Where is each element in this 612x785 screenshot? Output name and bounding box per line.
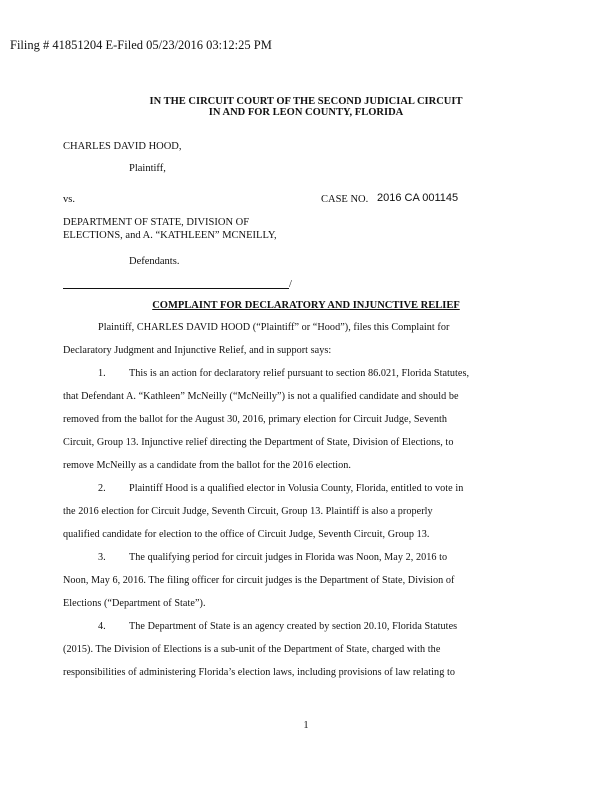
page-number: 1	[303, 720, 309, 731]
body-line: (2015). The Division of Elections is a sub-unit of the Department of State, charged with the	[63, 644, 441, 655]
body-line: removed from the ballot for the August 30, 2016, primary election for Circuit Judge, Seventh	[63, 414, 447, 425]
body-line: This is an action for declaratory relief pursuant to section 86.021, Florida Statutes,	[129, 368, 470, 379]
case-number-value: 2016 CA 001145	[377, 192, 459, 204]
defendant-line2: ELECTIONS, and A. “KATHLEEN” MCNEILLY,	[63, 230, 277, 241]
caption-slash: /	[289, 279, 292, 290]
body-line: Circuit, Group 13. Injunctive relief directing the Department of State, Division of Elections, to	[63, 437, 454, 448]
plaintiff-name: CHARLES DAVID HOOD,	[63, 141, 182, 152]
paragraph-number: 2.	[98, 483, 106, 494]
filing-header: Filing # 41851204 E-Filed 05/23/2016 03:12:25 PM	[10, 38, 272, 52]
body-line: the 2016 election for Circuit Judge, Seventh Circuit, Group 13. Plaintiff is also a properly	[63, 506, 433, 517]
court-heading-line1: IN THE CIRCUIT COURT OF THE SECOND JUDICIAL CIRCUIT	[149, 96, 463, 107]
body-line: responsibilities of administering Florida’s election laws, including provisions of law relating to	[63, 667, 455, 678]
paragraph-number: 3.	[98, 552, 106, 563]
body-line: qualified candidate for election to the office of Circuit Judge, Seventh Circuit, Group 13.	[63, 529, 430, 540]
defendant-role: Defendants.	[129, 256, 180, 267]
case-number-label: CASE NO.	[321, 194, 369, 205]
body-line: Declaratory Judgment and Injunctive Relief, and in support says:	[63, 345, 332, 356]
caption-divider	[63, 288, 289, 289]
body-line: Plaintiff, CHARLES DAVID HOOD (“Plaintiff” or “Hood”), files this Complaint for	[98, 322, 450, 333]
body-line: Plaintiff Hood is a qualified elector in Volusia County, Florida, entitled to vote in	[129, 483, 464, 494]
versus-label: vs.	[63, 194, 75, 205]
body-line: Noon, May 6, 2016. The filing officer for circuit judges is the Department of State, Division of	[63, 575, 455, 586]
body-line: The Department of State is an agency created by section 20.10, Florida Statutes	[129, 621, 458, 632]
body-line: Elections (“Department of State”).	[63, 598, 206, 609]
body-line: remove McNeilly as a candidate from the ballot for the 2016 election.	[63, 460, 352, 471]
body-line: that Defendant A. “Kathleen” McNeilly (“McNeilly”) is not a qualified candidate and should be	[63, 391, 459, 402]
complaint-title: COMPLAINT FOR DECLARATORY AND INJUNCTIVE RELIEF	[152, 300, 460, 311]
paragraph-number: 4.	[98, 621, 106, 632]
plaintiff-role: Plaintiff,	[129, 163, 166, 174]
court-heading-line2: IN AND FOR LEON COUNTY, FLORIDA	[208, 107, 404, 118]
paragraph-number: 1.	[98, 368, 106, 379]
defendant-line1: DEPARTMENT OF STATE, DIVISION OF	[63, 217, 250, 228]
body-line: The qualifying period for circuit judges in Florida was Noon, May 2, 2016 to	[129, 552, 448, 563]
